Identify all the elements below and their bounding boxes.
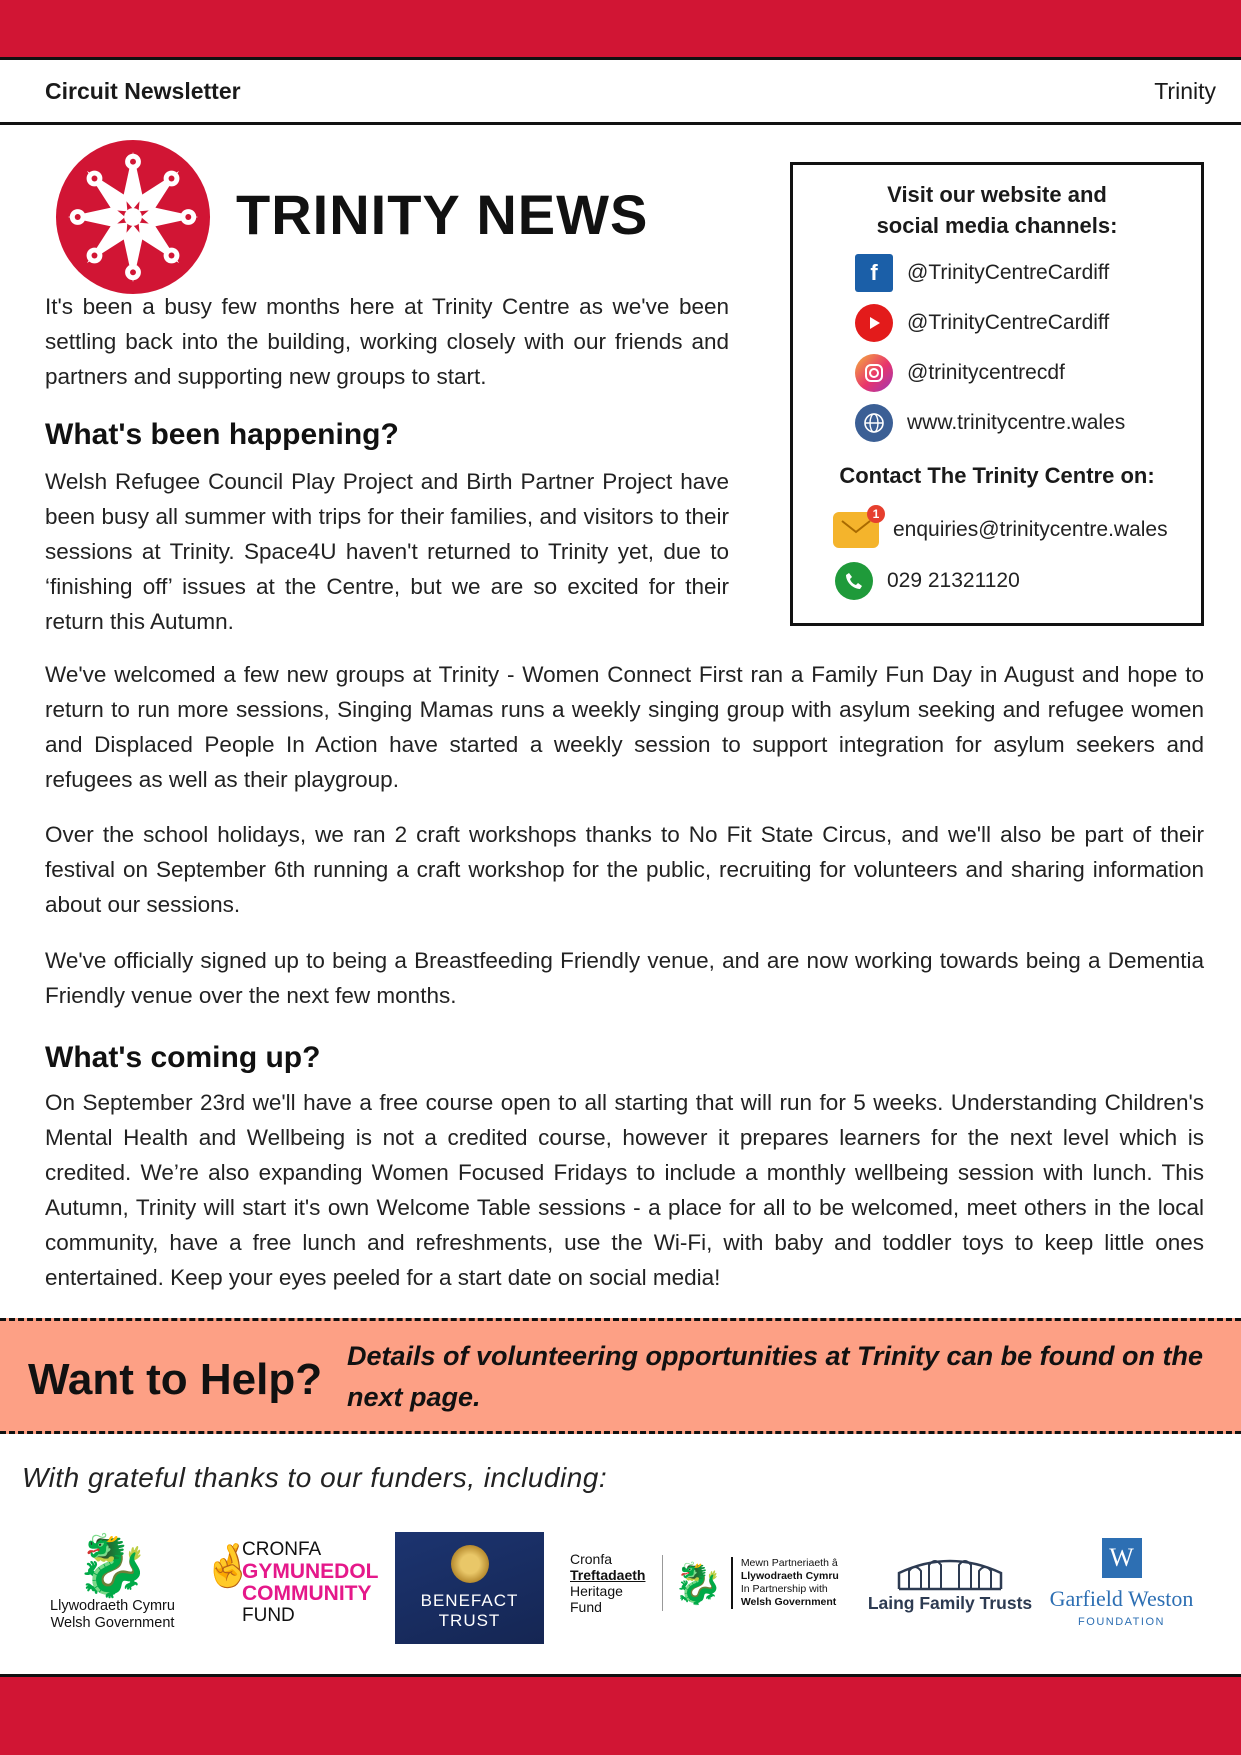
holidays-paragraph: Over the school holidays, we ran 2 craft workshops thanks to No Fit State Circus, and we'll also be part of their festival on September 6th running a craft workshop for the public, recruiting for volunteers and sharing information about our sessions. xyxy=(45,822,1204,917)
section-label: Trinity xyxy=(1154,78,1216,104)
instagram-icon xyxy=(855,354,893,392)
facebook-icon: f xyxy=(855,254,893,292)
mail-icon xyxy=(833,507,880,548)
facebook-row[interactable] xyxy=(855,253,1109,293)
website-link[interactable]: www.trinitycentre.wales xyxy=(907,411,1126,434)
social-title: Visit our website and social media channels: xyxy=(876,182,1118,238)
page-header xyxy=(0,63,1241,125)
benefact-emblem-icon xyxy=(451,1545,489,1583)
email-address[interactable]: enquiries@trinitycentre.wales xyxy=(893,518,1168,541)
social-media-box xyxy=(790,162,1204,626)
community-fund-logo: 🤞 CRONFA GYMUNEDOL COMMUNITY FUND xyxy=(202,1539,379,1626)
youtube-row[interactable] xyxy=(855,303,1109,343)
email-row[interactable] xyxy=(833,507,1168,550)
friendly-venue-paragraph: We've officially signed up to being a Breastfeeding Friendly venue, and are now working towards being a Dementia Friendly venue over the next few months. xyxy=(45,948,1204,1008)
globe-icon xyxy=(855,404,893,442)
youtube-icon xyxy=(855,304,893,342)
logo-divider xyxy=(662,1555,663,1611)
garfield-mark: W xyxy=(1102,1538,1142,1578)
newsletter-label: Circuit Newsletter xyxy=(45,78,241,104)
crossed-fingers-icon: 🤞 xyxy=(202,1542,255,1589)
welsh-dragon-icon: 🐉 xyxy=(673,1561,723,1606)
contact-title: Contact The Trinity Centre on: xyxy=(839,463,1155,488)
help-title: Want to Help? xyxy=(28,1355,323,1404)
benefact-trust-logo: BENEFACT TRUST xyxy=(395,1532,544,1644)
website-row[interactable] xyxy=(855,403,1125,443)
funders-thanks: With grateful thanks to our funders, including: xyxy=(22,1462,608,1493)
youtube-handle[interactable]: @TrinityCentreCardiff xyxy=(907,311,1110,334)
happening-paragraph: Welsh Refugee Council Play Project and Birth Partner Project have been busy all summer with trips for their families, and visitors to their sessions at Trinity. Space4U haven't returned to Trinity yet, due to ‘finishing off’ issues at the Centre, but we are so excited for their return this Autumn. xyxy=(45,469,729,634)
volunteer-banner xyxy=(0,1318,1241,1434)
phone-icon xyxy=(835,562,873,600)
coming-paragraph: On September 23rd we'll have a free course open to all starting that will run for 5 weeks. Understanding Children's Mental Health and Wellbeing is not a credited course, however it prepares learners for the next level which is credited. We’re also expanding Women Focused Fridays to include a monthly wellbeing session with lunch. This Autumn, Trinity will start it's own Welcome Table sessions - a place for all to be welcomed, meet others in the local community, have a free lunch and refreshments, use the Wi-Fi, with baby and toddler toys to keep little ones entertained. Keep your eyes peeled for a start date on social media! xyxy=(45,1090,1204,1290)
garfield-weston-logo: W Garfield Weston FOUNDATION xyxy=(1044,1522,1199,1644)
bridge-icon xyxy=(895,1553,1005,1593)
intro-paragraph: It's been a busy few months here at Trinity Centre as we've been settling back into the building, working closely with our friends and partners and supporting new groups to start. xyxy=(45,294,729,389)
trinity-logo-icon xyxy=(54,138,212,296)
heritage-fund-logo: Cronfa Treftadaeth Heritage Fund 🐉 Mewn Partneriaeth â Llywodraeth Cymru In Partnership with Welsh Government xyxy=(570,1551,839,1615)
instagram-handle[interactable]: @trinitycentrecdf xyxy=(907,361,1065,384)
welsh-government-logo: 🐉 Llywodraeth Cymru Welsh Government xyxy=(50,1532,175,1631)
notification-badge: 1 xyxy=(867,505,885,523)
instagram-row[interactable] xyxy=(855,353,1065,393)
top-color-band xyxy=(0,0,1241,60)
coming-heading: What's coming up? xyxy=(45,1041,321,1074)
phone-number[interactable]: 029 21321120 xyxy=(887,569,1020,592)
laing-family-trusts-logo: Laing Family Trusts xyxy=(866,1522,1034,1644)
bottom-color-band xyxy=(0,1674,1241,1755)
masthead-title: TRINITY NEWS xyxy=(236,183,649,246)
facebook-handle[interactable]: @TrinityCentreCardiff xyxy=(907,261,1110,284)
new-groups-paragraph: We've welcomed a few new groups at Trinity - Women Connect First ran a Family Fun Day in August and hope to return to run more sessions, Singing Mamas runs a weekly singing group with asylum seeking and refugee women and Displaced People In Action have started a weekly session to support integration for asylum seekers and refugees as well as their playgroup. xyxy=(45,662,1204,792)
happening-heading: What's been happening? xyxy=(45,418,399,451)
help-text: Details of volunteering opportunities at Trinity can be found on the next page. xyxy=(347,1341,1204,1412)
welsh-dragon-icon: 🐉 xyxy=(75,1532,150,1599)
phone-row[interactable] xyxy=(835,561,1020,601)
